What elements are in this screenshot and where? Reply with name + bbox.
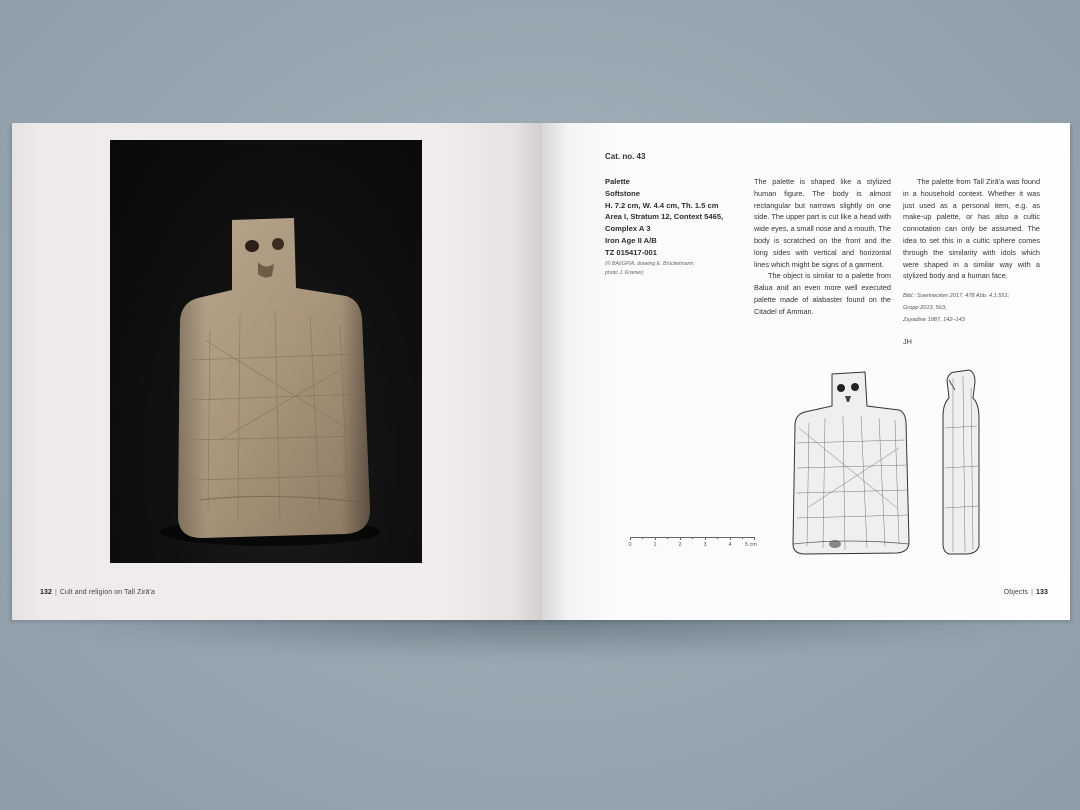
scale-bar (627, 535, 759, 555)
scale-label: 0 (628, 542, 632, 548)
description-paragraph-1: The palette is shaped like a stylized human figure. The body is almost rectangular but narrows slightly on one side. The upper part is cut like a head with wide eyes, a small nose and a mouth. The body is scratched on the front and the long sides with vertical and horizontal lines which might be signs of a garment. (754, 177, 891, 269)
left-page-footer (40, 589, 155, 596)
right-page-footer (1004, 589, 1048, 596)
object-area: Area I, Stratum 12, Context 5465, (605, 212, 724, 222)
author-initials: JH (903, 337, 912, 347)
palette-photograph (110, 140, 422, 563)
palette-photo-image (110, 140, 422, 563)
catalogue-number: Cat. no. 43 (605, 152, 646, 161)
scale-tick (680, 537, 681, 540)
object-period: Iron Age II A/B (605, 235, 657, 245)
scale-label: 3 (703, 542, 707, 548)
right-page (542, 123, 1070, 620)
running-title: Cult and religion on Tall Zirā'a (59, 589, 155, 596)
footer-separator: | (1031, 589, 1034, 596)
scale-tick (630, 537, 631, 540)
description-column-2 (903, 176, 1040, 348)
scale-label: 1 (653, 542, 657, 548)
scale-tick-minor (692, 537, 693, 539)
object-metadata (605, 176, 735, 278)
palette-drawings (787, 368, 997, 560)
scale-tick (730, 537, 731, 540)
scale-label: 2 (678, 542, 682, 548)
object-material: Softstone (605, 188, 641, 198)
object-name: Palette (605, 177, 630, 186)
scale-tick (754, 537, 755, 540)
description-paragraph-3: The palette from Tall Zirā'a was found in a household context. Whether it was just used as a personal item, e.g. as make-up palette, or has also a cultic connotation can only be assumed. The idea to set this in a cultic sphere comes through the similarity with idols which were shaped in a similar way with a stylized body and a human face. (903, 177, 1040, 281)
scale-label: 4 (728, 542, 732, 548)
bibliography-entry: Gropp 2013, 563; (903, 305, 947, 312)
left-page (12, 123, 542, 620)
scale-unit: 5 cm (745, 542, 757, 548)
scale-tick-minor (742, 537, 743, 539)
bibliography-entry: Bibl.: Soennecken 2017, 478 Abb. 4.1.551; (903, 293, 1010, 300)
description-column-1 (754, 176, 891, 318)
description-paragraph-2: The object is similar to a palette from Balua and an even more well executed palette made of alabaster found on the Citadel of Amman. (754, 271, 891, 316)
image-credit-line-2: photo J. Kramer) (605, 269, 644, 276)
scale-tick (655, 537, 656, 540)
right-page-number: 133 (1036, 589, 1048, 596)
scale-tick (705, 537, 706, 540)
left-page-number: 132 (40, 589, 52, 596)
bibliography (903, 290, 1040, 326)
palette-front-drawing (793, 372, 909, 554)
image-credit-line-1: (© BAI/GPIA, drawing E. Brückelmann; (605, 260, 695, 267)
section-title: Objects (1003, 589, 1029, 596)
footer-separator: | (54, 589, 57, 596)
scale-tick-minor (667, 537, 668, 539)
bibliography-entry: Zayadine 1987, 142–143 (903, 317, 965, 324)
object-dimensions: H. 7.2 cm, W. 4.4 cm, Th. 1.5 cm (605, 200, 719, 210)
object-inventory: TZ 015417-001 (605, 247, 657, 257)
palette-side-drawing (943, 370, 979, 554)
scale-tick-minor (642, 537, 643, 539)
scale-tick-minor (717, 537, 718, 539)
image-credit (605, 260, 735, 278)
object-complex: Complex A 3 (605, 224, 651, 234)
